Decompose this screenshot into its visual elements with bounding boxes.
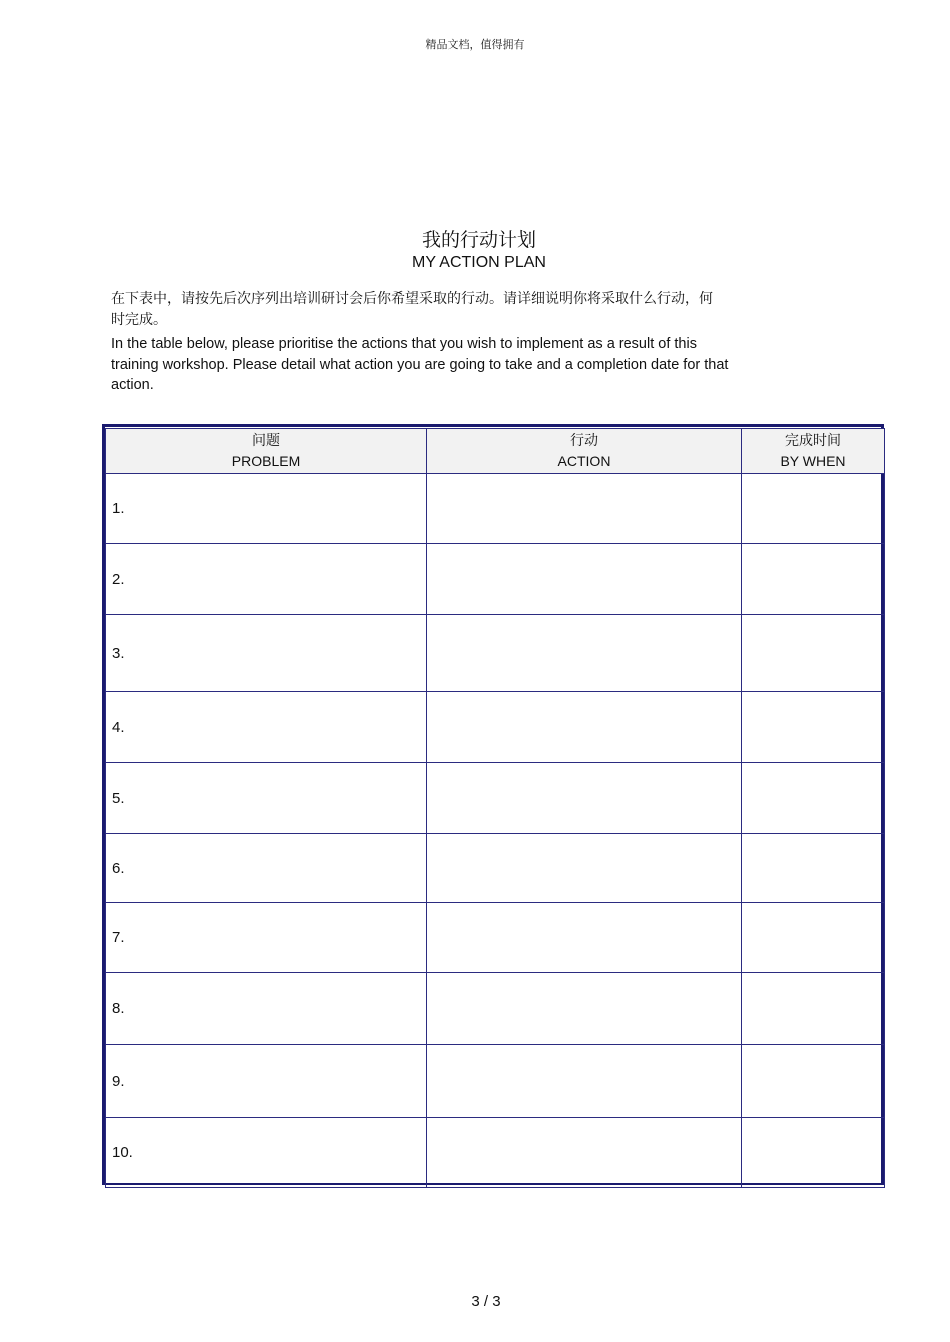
table-row xyxy=(106,474,885,544)
instructions-cn-line: 时完成。 xyxy=(111,311,167,327)
row-number: 7. xyxy=(106,903,427,973)
action-cell[interactable] xyxy=(427,692,742,763)
row-number: 9. xyxy=(106,1045,427,1118)
row-number: 1. xyxy=(106,474,427,544)
table-row xyxy=(106,903,885,973)
action-cell[interactable] xyxy=(427,763,742,834)
row-number: 8. xyxy=(106,973,427,1045)
action-cell[interactable] xyxy=(427,1118,742,1188)
page-title-cn: 我的行动计划 xyxy=(421,230,536,251)
instructions-en-line: In the table below, please prioritise the actions that you wish to implement as a result of this xyxy=(111,336,697,352)
row-number: 5. xyxy=(106,763,427,834)
action-cell[interactable] xyxy=(427,615,742,692)
table-row xyxy=(106,1045,885,1118)
by-when-cell[interactable] xyxy=(742,973,885,1045)
row-number: 3. xyxy=(106,615,427,692)
instructions-en-line: training workshop. Please detail what action you are going to take and a completion date for that xyxy=(111,356,729,373)
action-cell[interactable] xyxy=(427,973,742,1045)
header-action-cn: 行动 xyxy=(570,432,598,448)
action-cell[interactable] xyxy=(427,474,742,544)
page-title-en: MY ACTION PLAN xyxy=(412,254,546,271)
table-row xyxy=(106,834,885,903)
header-by-when-en: BY WHEN xyxy=(780,453,846,469)
action-cell[interactable] xyxy=(427,903,742,973)
header-by-when xyxy=(742,429,885,474)
header-action xyxy=(427,429,742,474)
table-header-row xyxy=(106,429,885,474)
table-row xyxy=(106,1118,885,1188)
header-by-when-cn: 完成时间 xyxy=(785,432,841,448)
action-cell[interactable] xyxy=(427,1045,742,1118)
by-when-cell[interactable] xyxy=(742,1045,885,1118)
header-problem xyxy=(106,429,427,474)
action-cell[interactable] xyxy=(427,834,742,903)
by-when-cell[interactable] xyxy=(742,474,885,544)
action-cell[interactable] xyxy=(427,544,742,615)
by-when-cell[interactable] xyxy=(742,903,885,973)
by-when-cell[interactable] xyxy=(742,615,885,692)
header-note: 精品文档，值得拥有 xyxy=(425,39,525,51)
table-row xyxy=(106,544,885,615)
row-number: 6. xyxy=(106,834,427,903)
table-row xyxy=(106,615,885,692)
header-action-en: ACTION xyxy=(557,453,611,469)
instructions-cn xyxy=(111,288,801,330)
row-number: 2. xyxy=(106,544,427,615)
header-problem-en: PROBLEM xyxy=(231,453,301,469)
by-when-cell[interactable] xyxy=(742,763,885,834)
table-row xyxy=(106,763,885,834)
by-when-cell[interactable] xyxy=(742,1118,885,1188)
action-plan-table xyxy=(105,428,885,1188)
row-number: 10. xyxy=(106,1118,427,1188)
table-row xyxy=(106,973,885,1045)
by-when-cell[interactable] xyxy=(742,544,885,615)
row-number: 4. xyxy=(106,692,427,763)
instructions-en xyxy=(111,334,811,396)
header-problem-cn: 问题 xyxy=(252,432,280,448)
by-when-cell[interactable] xyxy=(742,834,885,903)
instructions-en-line: action. xyxy=(111,377,154,393)
table-row xyxy=(106,692,885,763)
page-number: 3 / 3 xyxy=(471,1293,501,1310)
by-when-cell[interactable] xyxy=(742,692,885,763)
instructions-cn-line: 在下表中，请按先后次序列出培训研讨会后你希望采取的行动。请详细说明你将采取什么行动，何 xyxy=(111,290,713,306)
